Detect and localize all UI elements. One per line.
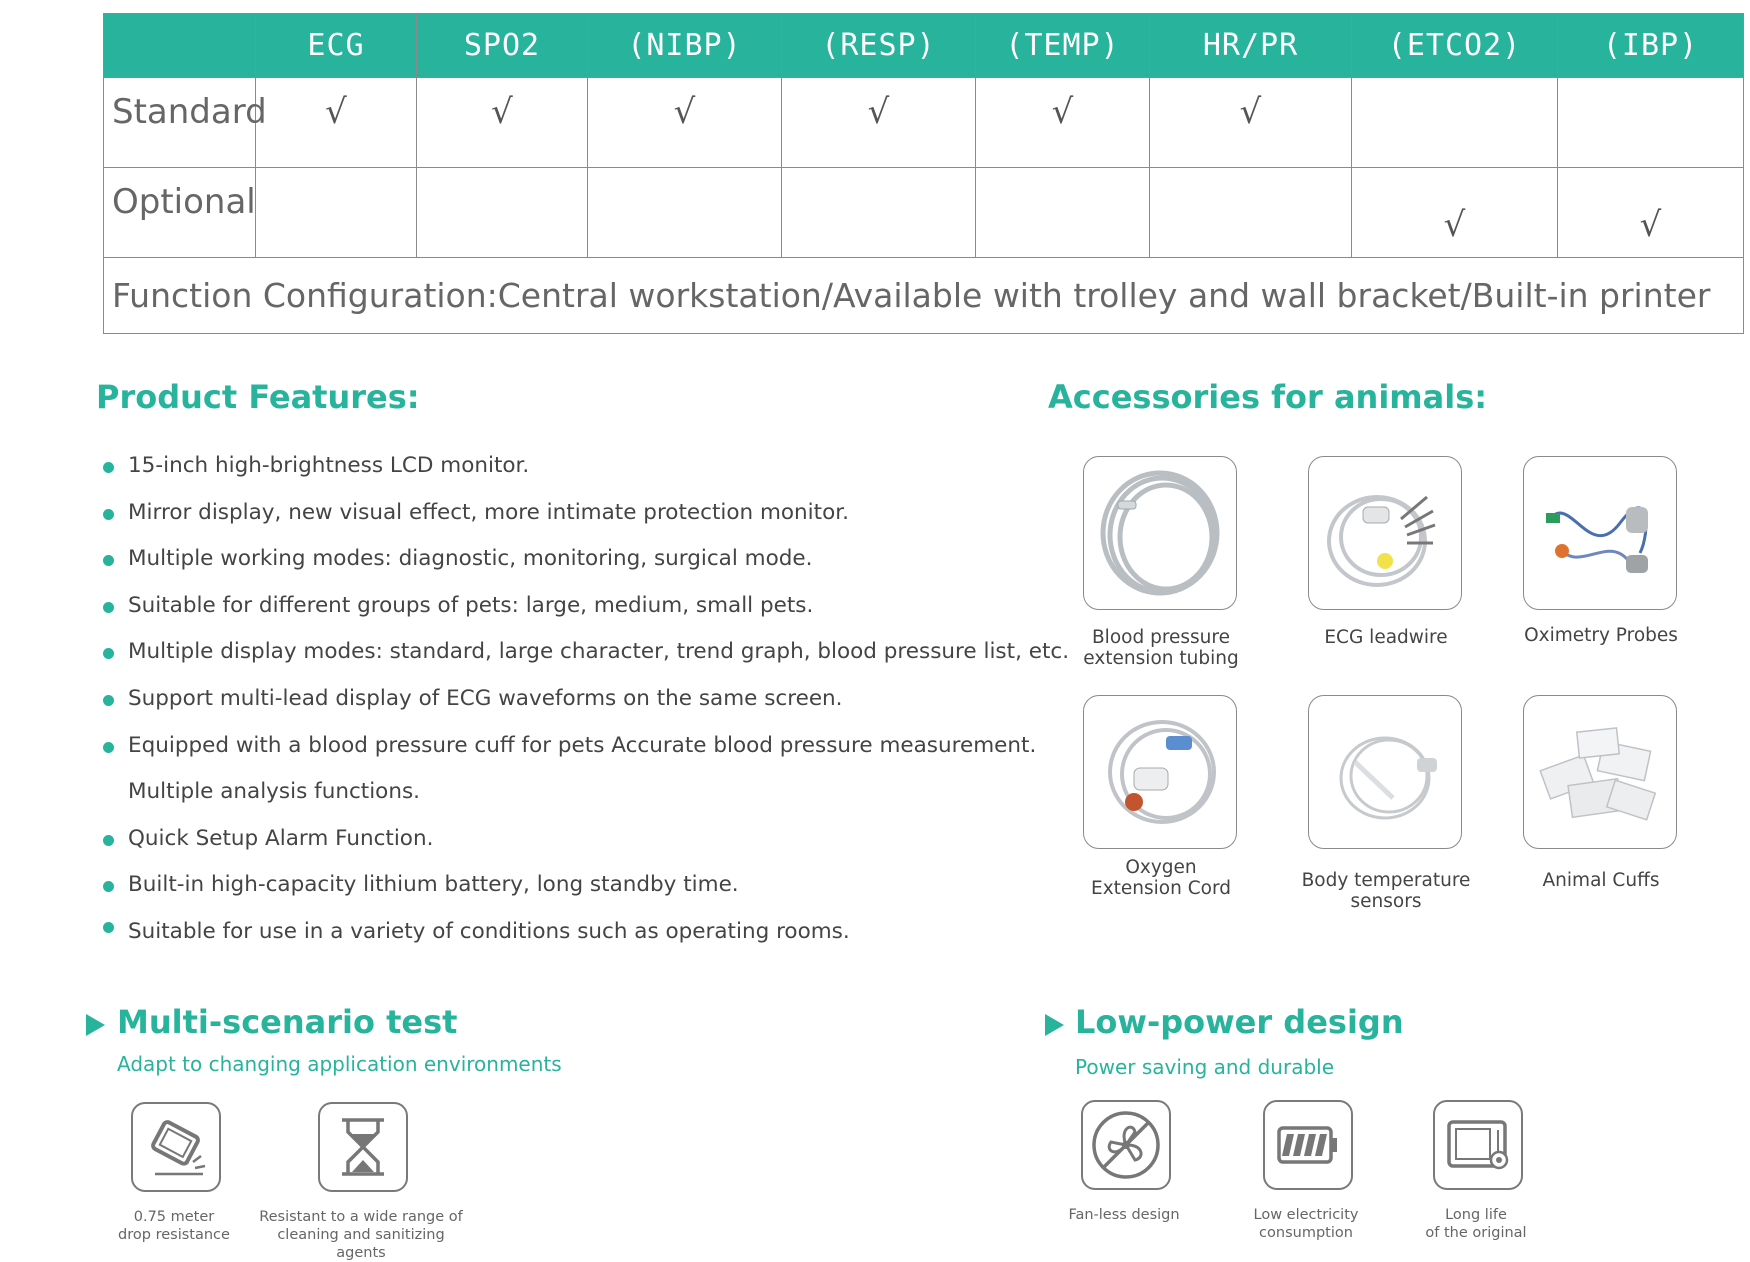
check-cell: √ xyxy=(256,78,417,168)
check-cell xyxy=(782,168,976,258)
hourglass-icon xyxy=(318,1102,408,1192)
row-label-standard: Standard xyxy=(104,78,256,168)
accessory-oxygen-extension-cord xyxy=(1083,695,1239,899)
accessory-label-line: Oxygen xyxy=(1125,857,1197,878)
bullet-icon xyxy=(103,922,114,933)
battery-icon xyxy=(1263,1100,1353,1190)
spec-table xyxy=(103,13,1744,334)
accessory-label-line: ECG leadwire xyxy=(1324,627,1448,648)
check-cell xyxy=(417,168,588,258)
spec-function-row xyxy=(104,258,1744,334)
bullet-icon xyxy=(103,509,114,520)
monitor-gear-icon xyxy=(1433,1100,1523,1190)
spec-header-cell: (IBP) xyxy=(1558,14,1744,78)
accessory-label-line: Oximetry Probes xyxy=(1524,625,1678,646)
accessory-label-line: extension tubing xyxy=(1083,648,1239,669)
ecg-leadwire-image xyxy=(1308,456,1462,610)
feature-text: Multiple display modes: standard, large character, trend graph, blood pressure list, etc. xyxy=(128,639,1070,665)
function-configuration: Function Configuration:Central workstation/Available with trolley and wall bracket/Built-in printer xyxy=(104,258,1744,334)
list-item xyxy=(103,914,1003,961)
bullet-icon xyxy=(103,648,114,659)
bullet-icon xyxy=(103,555,114,566)
accessory-label-line: Animal Cuffs xyxy=(1542,870,1660,891)
spec-header-cell: SPO2 xyxy=(417,14,588,78)
feature-label xyxy=(1366,1206,1586,1242)
bullet-icon xyxy=(103,881,114,892)
feature-text: Quick Setup Alarm Function. xyxy=(128,825,434,851)
list-item xyxy=(103,681,1003,728)
feature-chemical-resistance xyxy=(259,1102,463,1261)
animal-cuffs-image xyxy=(1523,695,1677,849)
multi-scenario-subtitle: Adapt to changing application environments xyxy=(117,1052,562,1076)
feature-text: 15-inch high-brightness LCD monitor. xyxy=(128,453,530,478)
feature-long-life xyxy=(1425,1100,1527,1241)
check-cell xyxy=(1558,78,1744,168)
bullet-icon xyxy=(103,462,114,473)
check-cell xyxy=(588,168,782,258)
multi-scenario-title: Multi-scenario test xyxy=(117,1003,458,1041)
feature-text: Mirror display, new visual effect, more intimate protection monitor. xyxy=(128,499,849,525)
feature-text: Built-in high-capacity lithium battery, long standby time. xyxy=(128,872,739,898)
feature-label-line: Fan-less design xyxy=(1068,1207,1180,1223)
coiled-tubing-image xyxy=(1083,456,1237,610)
accessory-label xyxy=(1266,870,1506,912)
spec-optional-row xyxy=(104,168,1744,258)
feature-label-line: drop resistance xyxy=(118,1227,230,1243)
feature-label-line: 0.75 meter xyxy=(133,1209,215,1225)
row-label-optional: Optional xyxy=(104,168,256,258)
spec-header-corner xyxy=(104,14,256,78)
accessory-label-line: Extension Cord xyxy=(1091,878,1231,899)
feature-label-line: cleaning and sanitizing agents xyxy=(277,1227,445,1261)
list-item xyxy=(103,728,1037,775)
list-item xyxy=(103,821,1003,868)
oximetry-probe-image xyxy=(1523,456,1677,610)
check-cell: √ xyxy=(588,78,782,168)
spec-header-cell: (ETCO2) xyxy=(1352,14,1558,78)
bullet-icon xyxy=(103,602,114,613)
spec-header-cell: (RESP) xyxy=(782,14,976,78)
temperature-sensor-image xyxy=(1308,695,1462,849)
accessory-label-line: sensors xyxy=(1350,891,1422,912)
accessory-label xyxy=(1481,870,1721,891)
list-item xyxy=(103,774,1003,821)
accessory-label xyxy=(1266,627,1506,648)
accessory-ecg-leadwire xyxy=(1308,456,1464,648)
accessory-label-line: Blood pressure xyxy=(1091,627,1230,648)
spec-header-cell: HR/PR xyxy=(1150,14,1352,78)
feature-list xyxy=(103,448,1070,961)
check-cell: √ xyxy=(976,78,1150,168)
bullet-icon xyxy=(103,742,114,753)
no-fan-icon xyxy=(1081,1100,1171,1190)
bullet-icon xyxy=(103,835,114,846)
check-cell xyxy=(1150,168,1352,258)
list-item xyxy=(103,541,1003,588)
oxygen-cord-image xyxy=(1083,695,1237,849)
feature-text: Suitable for different groups of pets: large, medium, small pets. xyxy=(128,592,814,618)
low-power-subtitle: Power saving and durable xyxy=(1075,1055,1335,1079)
accessory-label xyxy=(1481,625,1721,646)
feature-label-line: Long life xyxy=(1445,1207,1507,1223)
spec-standard-row xyxy=(104,78,1744,168)
feature-label-line: Low electricity xyxy=(1253,1207,1359,1223)
accessory-body-temperature-sensors xyxy=(1301,695,1471,912)
feature-drop-resistance xyxy=(118,1102,230,1243)
accessory-oximetry-probes xyxy=(1523,456,1679,646)
feature-text: Support multi-lead display of ECG waveforms on the same screen. xyxy=(128,685,843,711)
bullet-icon xyxy=(103,695,114,706)
spec-header-cell: ECG xyxy=(256,14,417,78)
feature-label-line: consumption xyxy=(1259,1225,1353,1241)
check-cell xyxy=(1352,78,1558,168)
feature-low-consumption xyxy=(1253,1100,1359,1241)
spec-header-cell: (NIBP) xyxy=(588,14,782,78)
triangle-bullet-icon xyxy=(1045,1014,1064,1036)
feature-text: Suitable for use in a variety of conditions such as operating rooms. xyxy=(128,918,850,944)
accessory-label xyxy=(1041,627,1281,669)
list-item xyxy=(103,495,1003,542)
feature-label-line: Resistant to a wide range of xyxy=(259,1209,463,1225)
list-item xyxy=(103,588,1003,635)
check-cell: √ xyxy=(1558,168,1744,258)
accessory-animal-cuffs xyxy=(1523,695,1679,891)
spec-header-cell: (TEMP) xyxy=(976,14,1150,78)
low-power-title: Low-power design xyxy=(1075,1003,1404,1041)
list-item xyxy=(103,867,1003,914)
check-cell: √ xyxy=(782,78,976,168)
accessory-label xyxy=(1041,857,1281,899)
triangle-bullet-icon xyxy=(86,1014,105,1036)
accessory-label-line: Body temperature xyxy=(1301,870,1471,891)
check-cell: √ xyxy=(417,78,588,168)
list-item xyxy=(103,634,1070,681)
check-cell xyxy=(976,168,1150,258)
product-features-title: Product Features: xyxy=(96,378,420,416)
feature-text: Equipped with a blood pressure cuff for pets Accurate blood pressure measurement. xyxy=(128,732,1037,758)
feature-text: Multiple working modes: diagnostic, monitoring, surgical mode. xyxy=(128,546,813,572)
feature-fanless xyxy=(1068,1100,1180,1223)
drop-tablet-icon xyxy=(131,1102,221,1192)
check-cell: √ xyxy=(1352,168,1558,258)
check-cell: √ xyxy=(1150,78,1352,168)
check-cell xyxy=(256,168,417,258)
list-item xyxy=(103,448,1003,495)
accessory-blood-pressure-tubing xyxy=(1083,456,1239,669)
accessories-title: Accessories for animals: xyxy=(1048,378,1488,416)
feature-label xyxy=(251,1208,471,1262)
feature-text: Multiple analysis functions. xyxy=(128,779,420,805)
spec-header-row xyxy=(104,14,1744,78)
feature-label-line: of the original xyxy=(1425,1225,1527,1241)
